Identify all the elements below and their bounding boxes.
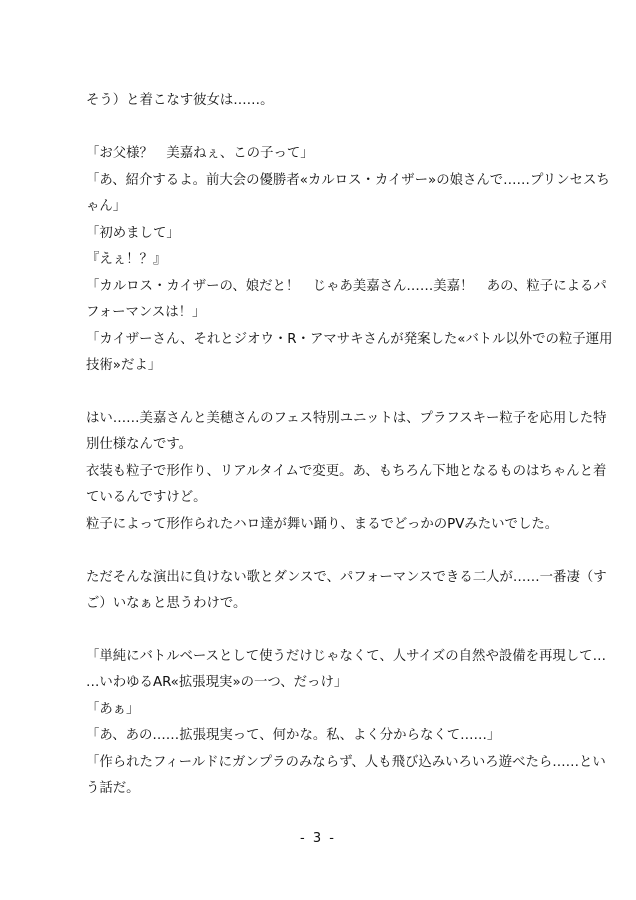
text-line: 「あ、あの……拡張現実って、何かな。私、よく分からなくて……」 bbox=[86, 728, 501, 743]
text-line: 「初めまして」 bbox=[86, 226, 180, 241]
text-line: …いわゆるAR«拡張現実»の一つ、だっけ」 bbox=[86, 675, 348, 690]
text-line: 別仕様なんです。 bbox=[86, 437, 193, 452]
text-line: 「カイザーさん、それとジオウ・R・アマサキさんが発案した«バトル以外での粒子運用 bbox=[86, 332, 613, 347]
page-number: - 3 - bbox=[300, 831, 336, 846]
text-line: ているんですけど。 bbox=[86, 490, 207, 505]
text-line: 粒子によって形作られたハロ達が舞い踊り、まるでどっかのPVみたいでした。 bbox=[86, 517, 559, 532]
text-line: 「単純にバトルベースとして使うだけじゃなくて、人サイズの自然や設備を再現して… bbox=[86, 649, 606, 664]
text-line: そう）と着こなす彼女は……。 bbox=[86, 93, 274, 108]
text-line: 衣装も粒子で形作り、リアルタイムで変更。あ、もちろん下地となるものはちゃんと着 bbox=[86, 464, 607, 479]
text-line: 技術»だよ」 bbox=[86, 358, 162, 373]
text-line: 「お父様？ 美嘉ねぇ、この子って」 bbox=[86, 146, 314, 161]
text-line: う話だ。 bbox=[86, 781, 140, 796]
text-line: 「あぁ」 bbox=[86, 702, 140, 717]
text-line: ただそんな演出に負けない歌とダンスで、パフォーマンスできる二人が……一番凄（す bbox=[86, 570, 607, 585]
text-line: 「作られたフィールドにガンプラのみならず、人も飛び込みいろいろ遊べたら……とい bbox=[86, 755, 606, 770]
text-line: 「あ、紹介するよ。前大会の優勝者«カルロス・カイザー»の娘さんで……プリンセスち bbox=[86, 173, 610, 188]
text-line: ご）いなぁと思うわけで。 bbox=[86, 596, 247, 611]
text-line: 『えぇ！？』 bbox=[86, 252, 167, 267]
text-line: ゃん」 bbox=[86, 199, 127, 214]
text-line: フォーマンスは！」 bbox=[86, 305, 206, 320]
text-line: 「カルロス・カイザーの、娘だと！ じゃあ美嘉さん……美嘉！ あの、粒子によるパ bbox=[86, 279, 607, 294]
text-line: はい……美嘉さんと美穂さんのフェス特別ユニットは、プラフスキー粒子を応用した特 bbox=[86, 411, 607, 426]
